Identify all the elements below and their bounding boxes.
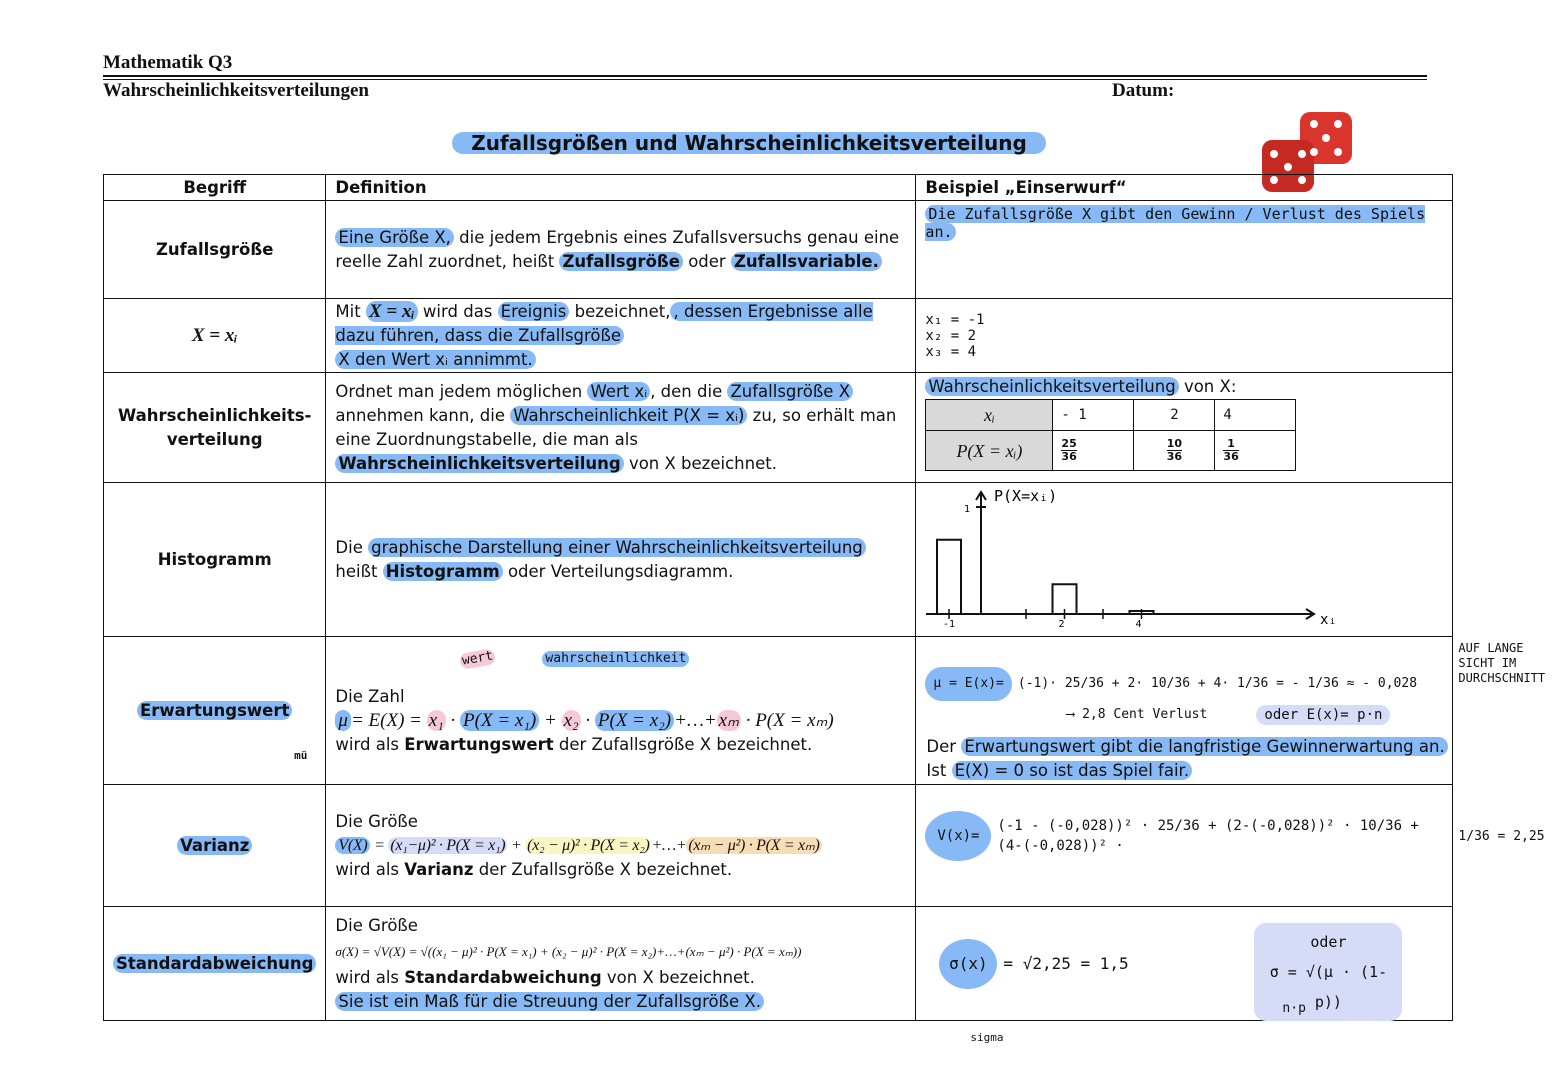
hl: X = xᵢ bbox=[366, 301, 418, 322]
x-tick-label: 4 bbox=[1135, 619, 1142, 630]
cell bbox=[1053, 431, 1134, 471]
example bbox=[916, 785, 1545, 907]
margin-note: AUF LANGE SICHT IM DURCHSCHNITT bbox=[1458, 641, 1546, 685]
text: von X: bbox=[1178, 377, 1237, 396]
hl: Histogramm bbox=[383, 562, 503, 581]
text: heißt bbox=[335, 561, 383, 581]
hl: Zufallsgröße bbox=[559, 252, 683, 271]
margin-note: 1/36 = 2,25 bbox=[1458, 829, 1545, 844]
text: Die Größe bbox=[335, 915, 418, 935]
table-row-histogramm bbox=[104, 483, 1453, 637]
hl: Zufallsvariable. bbox=[731, 252, 882, 271]
subject-header: Mathematik Q3 bbox=[103, 52, 233, 73]
hl: V(X) bbox=[335, 837, 370, 854]
topic-header: Wahrscheinlichkeitsverteilungen bbox=[103, 80, 369, 101]
alt-formula: E(x)= p·n bbox=[1306, 707, 1383, 723]
hl: (x₁−μ)² · P(X = x₁) bbox=[390, 836, 506, 854]
hl: Ereignis bbox=[498, 302, 570, 321]
hl: μ bbox=[335, 710, 351, 731]
annotation-wahrscheinlichkeit: wahrscheinlichkeit bbox=[542, 651, 689, 667]
x-label: xᵢ bbox=[1320, 612, 1338, 628]
definition bbox=[326, 201, 916, 299]
term: Zufallsgröße bbox=[104, 201, 326, 299]
page-title: Zufallsgrößen und Wahrscheinlichkeitsverteilung bbox=[452, 132, 1046, 154]
text: von X bezeichnet. bbox=[623, 453, 777, 473]
table-row-verteilung bbox=[104, 373, 1453, 483]
term bbox=[104, 785, 326, 907]
calc: (-1 - (-0,028))² · 25/36 + (2-(-0,028))² · 10/36 + (4-(-0,028))² · bbox=[997, 817, 1419, 854]
table-row-zufallsgroesse bbox=[104, 201, 1453, 299]
text: Ordnet man jedem möglichen bbox=[335, 381, 588, 401]
hl: Wahrscheinlichkeit P(X = xᵢ) bbox=[510, 406, 747, 425]
alt: oder bbox=[1264, 707, 1299, 723]
sigma-note: sigma bbox=[970, 1031, 1004, 1044]
annotation-wert: wert bbox=[459, 648, 497, 670]
text: Mit bbox=[335, 301, 366, 321]
hl: Wahrscheinlichkeitsverteilung bbox=[335, 454, 623, 473]
text: +…+ bbox=[674, 709, 717, 731]
x2: x₂ = 2 bbox=[925, 327, 976, 344]
den: 36 bbox=[1166, 450, 1183, 463]
text: Der bbox=[926, 737, 962, 756]
num: 1 bbox=[1223, 438, 1238, 451]
num: 25 bbox=[1061, 437, 1077, 450]
definition bbox=[326, 373, 916, 483]
hl: Erwartungswert gibt die langfristige Gewinnerwartung an. bbox=[961, 737, 1447, 756]
den: 36 bbox=[1061, 450, 1077, 463]
label: P(X = xᵢ) bbox=[926, 431, 1053, 471]
mu-blob: μ = E(x)= bbox=[925, 667, 1011, 701]
hl: Erwartungswert bbox=[137, 701, 292, 720]
x3: x₃ = 4 bbox=[925, 343, 976, 360]
note: mü bbox=[294, 749, 308, 762]
table-row-standardabweichung bbox=[104, 907, 1453, 1021]
text: wird als bbox=[335, 859, 405, 879]
text: der Zufallsgröße X bezeichnet. bbox=[553, 734, 813, 754]
text: · P(X = xₘ) bbox=[740, 709, 834, 731]
definition bbox=[326, 483, 916, 637]
x1: x₁ = -1 bbox=[925, 311, 985, 328]
col-header-begriff: Begriff bbox=[104, 175, 326, 201]
alt: oder bbox=[1310, 933, 1347, 951]
text: + bbox=[539, 709, 562, 731]
text: der Zufallsgröße X bezeichnet. bbox=[473, 859, 733, 879]
text: wird das bbox=[417, 301, 498, 321]
v-blob: V(x)= bbox=[925, 811, 991, 861]
cell bbox=[1215, 431, 1296, 471]
hl: Standardabweichung bbox=[113, 954, 316, 973]
text: = E(X) = bbox=[350, 709, 427, 731]
header-rule bbox=[103, 75, 1427, 77]
text: Ist bbox=[926, 761, 952, 780]
hl: Eine Größe X, bbox=[335, 228, 454, 247]
text: Die Zahl bbox=[335, 686, 405, 706]
x-tick-label: -1 bbox=[943, 619, 956, 630]
text: wird als bbox=[335, 967, 405, 987]
definition bbox=[326, 299, 916, 373]
hl: Varianz bbox=[177, 836, 252, 855]
text: Die bbox=[335, 537, 369, 557]
table-header-row bbox=[104, 175, 1453, 201]
concept-table bbox=[103, 174, 1546, 1044]
text: von X bezeichnet. bbox=[601, 967, 755, 987]
alt-formula: σ = √(μ · (1-p)) bbox=[1269, 963, 1388, 1011]
hl: x₁ bbox=[428, 709, 444, 731]
hl: E(X) = 0 so ist das Spiel fair. bbox=[952, 761, 1192, 780]
term: Wahrscheinlichkeits-verteilung bbox=[104, 373, 326, 483]
hl: Wahrscheinlichkeitsverteilung bbox=[925, 377, 1178, 396]
table-row-varianz bbox=[104, 785, 1453, 907]
example bbox=[916, 907, 1453, 1044]
text: oder bbox=[682, 251, 731, 271]
hl: P(X = x₂) bbox=[595, 710, 674, 731]
term bbox=[104, 907, 326, 1021]
text: oder Verteilungsdiagramm. bbox=[502, 561, 734, 581]
table-row-x-eq-xi bbox=[104, 299, 1453, 373]
label: xᵢ bbox=[926, 400, 1053, 431]
text: zu, so erhält man eine Zuordnungstabelle, die man als bbox=[335, 405, 897, 449]
text: , den die bbox=[650, 381, 728, 401]
text: Die Größe bbox=[335, 811, 418, 831]
table-row-erwartungswert bbox=[104, 637, 1453, 785]
hl: xₘ bbox=[718, 709, 739, 731]
formula: σ(X) = √V(X) = √((x₁ − μ)² · P(X = x₁) + (x₂ − μ)² · P(X = x₂)+…+(xₘ − μ²) · P(X = xₘ)) bbox=[335, 943, 802, 959]
hl: (xₘ − μ²) · P(X = xₘ) bbox=[688, 836, 820, 854]
cell: - 1 bbox=[1053, 400, 1134, 431]
text: + bbox=[507, 836, 526, 854]
bold: Varianz bbox=[404, 859, 474, 879]
sigma-blob: σ(x) bbox=[939, 939, 997, 989]
cell: 4 bbox=[1215, 400, 1296, 431]
hl: P(X = x₁) bbox=[460, 710, 539, 731]
definition bbox=[326, 637, 916, 785]
col-header-beispiel: Beispiel „Einserwurf“ bbox=[916, 175, 1453, 201]
hl: Sie ist ein Maß für die Streuung der Zufallsgröße X. bbox=[335, 992, 764, 1011]
x-tick-label: 2 bbox=[1058, 619, 1065, 630]
text: wird als bbox=[335, 734, 405, 754]
text: die jedem Ergebnis eines Zufallsversuchs genau eine reelle Zahl zuordnet, heißt bbox=[335, 227, 900, 271]
hl: graphische Darstellung einer Wahrscheinlichkeitsverteilung bbox=[368, 538, 866, 557]
den: 36 bbox=[1223, 450, 1239, 463]
bold: Standardabweichung bbox=[404, 967, 602, 987]
example bbox=[916, 299, 1453, 373]
text: annehmen kann, die bbox=[335, 405, 511, 425]
y-tick-label: 1 bbox=[964, 504, 971, 515]
hl: X den Wert xᵢ annimmt. bbox=[335, 350, 535, 369]
hl: , dessen Ergebnisse alle dazu führen, dass die Zufallsgröße bbox=[335, 301, 873, 345]
text: · bbox=[445, 709, 461, 731]
hl: Wert xᵢ bbox=[587, 382, 650, 401]
date-label: Datum: bbox=[1112, 80, 1175, 101]
calc: (-1)· 25/36 + 2· 10/36 + 4· 1/36 = - 1/36 ≈ - 0,028 bbox=[1017, 676, 1418, 691]
col-header-definition: Definition bbox=[326, 175, 916, 201]
calc: = √2,25 = 1,5 bbox=[1003, 953, 1129, 973]
term bbox=[104, 637, 326, 785]
cell: 2 bbox=[1134, 400, 1215, 431]
example-text: Die Zufallsgröße X gibt den Gewinn / Verlust des Spiels an. bbox=[925, 205, 1426, 241]
hl: x₂ bbox=[563, 709, 579, 731]
example bbox=[916, 201, 1453, 299]
hl: Zufallsgröße X bbox=[727, 382, 853, 401]
distribution-table bbox=[925, 399, 1296, 471]
text: · bbox=[580, 709, 595, 731]
term: Histogramm bbox=[104, 483, 326, 637]
definition bbox=[326, 785, 916, 907]
result: ⟶ 2,8 Cent Verlust bbox=[1066, 707, 1208, 722]
example bbox=[916, 483, 1453, 637]
y-label: P(X=xᵢ) bbox=[994, 487, 1058, 505]
text: bezeichnet, bbox=[569, 301, 671, 321]
definition bbox=[326, 907, 916, 1021]
bold: Erwartungswert bbox=[404, 734, 554, 754]
histogram-bar bbox=[937, 540, 961, 614]
text: +…+ bbox=[651, 836, 687, 854]
example bbox=[916, 637, 1546, 785]
note: n·p bbox=[1282, 1001, 1306, 1016]
histogram bbox=[916, 483, 1336, 629]
term: X = xᵢ bbox=[104, 299, 326, 373]
num: 10 bbox=[1166, 437, 1183, 450]
cell bbox=[1134, 431, 1215, 471]
example bbox=[916, 373, 1453, 483]
text: = bbox=[370, 836, 389, 854]
hl: (x₂ − μ)² · P(X = x₂) bbox=[527, 836, 650, 854]
